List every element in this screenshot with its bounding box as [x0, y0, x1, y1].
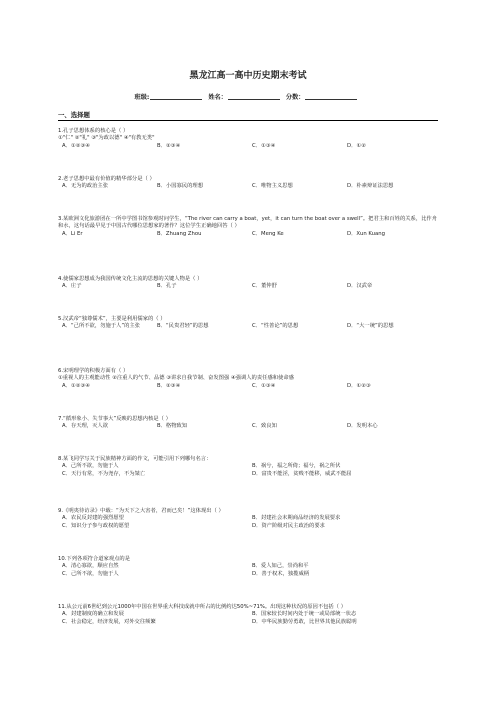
score-label: 分数： — [285, 94, 305, 101]
option-a[interactable]: A．“己所不欲，勿施于人”的主张 — [62, 323, 140, 330]
question-stem: 8.某飞同学写关于民族精神方面的作文，可能引用下列哪句名言： — [58, 456, 212, 462]
option-a[interactable]: A．农民反封建的强烈愿望 — [62, 515, 124, 522]
question-9 — [58, 508, 438, 530]
option-b[interactable]: B．格物致知 — [157, 423, 188, 430]
option-a[interactable]: A．Li Er — [62, 230, 83, 237]
question-extra: ①"仁" ②"礼" ③"为政以德" ④"有教无类" — [58, 135, 155, 142]
option-b[interactable]: B．②③④ — [157, 382, 181, 389]
score-blank[interactable] — [305, 93, 357, 100]
question-1 — [58, 128, 438, 150]
option-c[interactable]: C．董仲舒 — [252, 283, 277, 290]
question-stem: 1.孔子思想体系的核心是（ ） — [58, 128, 129, 134]
option-a[interactable]: A．①②③④ — [62, 142, 90, 149]
option-a[interactable]: A．无为的政治主张 — [62, 183, 108, 190]
option-b[interactable]: B．祸兮，福之所倚；福兮，祸之所伏 — [252, 463, 341, 470]
name-label: 姓名： — [208, 94, 227, 101]
name-blank[interactable] — [228, 93, 280, 100]
student-info-line — [0, 92, 496, 101]
question-stem: 2.老子思想中最有价值的精华部分是（ ） — [58, 176, 155, 182]
option-d[interactable]: D．①② — [347, 142, 366, 149]
question-stem: 3.某欧洲文化旅游团在一所中学图书馆参观时问学生，“The river can carry a boat，yet，it can turn the boat over a swell”。把君主和百姓的关系，比作舟和水，这句话最早见于中国古代哪位思想家的著作？这位学生正确地回答（ ） — [58, 216, 438, 230]
option-c[interactable]: C．①③④ — [252, 382, 276, 389]
question-stem: 4.使儒家思想成为我国传统文化主流的思想的关键人物是（ ） — [58, 276, 203, 282]
option-b[interactable]: B．小国寡民的理想 — [157, 183, 204, 190]
option-d[interactable]: D．“大一统”的思想 — [347, 323, 394, 330]
page-title: 黑龙江高一高中历史期末考试 — [189, 71, 307, 81]
option-d[interactable]: D．善于权术，独揽威柄 — [252, 570, 310, 577]
option-d[interactable]: D．发明本心 — [347, 423, 378, 430]
question-5 — [58, 316, 438, 331]
question-10 — [58, 556, 438, 578]
option-c[interactable]: C．社会稳定，经济发展，对外交往频繁 — [62, 618, 156, 625]
option-b[interactable]: B．孔子 — [157, 283, 177, 290]
option-b[interactable]: B．爱人如己，崇尚和平 — [252, 563, 309, 570]
option-d[interactable]: D．Xun Kuang — [347, 230, 385, 237]
question-11 — [58, 604, 438, 626]
option-b[interactable]: B．②③④ — [157, 142, 181, 149]
option-b[interactable]: B．Zhuang Zhou — [157, 230, 202, 237]
option-d[interactable]: D．中华民族勤劳勇敢，比世界其他民族聪明 — [252, 618, 357, 625]
section-heading: 一、选择题 — [58, 111, 90, 119]
option-a[interactable]: A．己所不欲，勿施于人 — [62, 463, 119, 470]
question-3 — [58, 216, 438, 238]
option-b[interactable]: B．封建社会末期商品经济的发展要求 — [252, 515, 341, 522]
option-a[interactable]: A．封建制度的确立和发展 — [62, 611, 124, 618]
option-c[interactable]: C．天行有常，不为尧存，不为桀亡 — [62, 470, 146, 477]
question-7 — [58, 416, 438, 431]
option-c[interactable]: C．Meng Ke — [252, 230, 284, 237]
question-stem: 10.下列各项符合道家观点的是 — [58, 556, 130, 562]
option-d[interactable]: D．①②③ — [347, 382, 371, 389]
option-c[interactable]: C．致良知 — [252, 423, 277, 430]
option-d[interactable]: D．朴素辩证法思想 — [347, 183, 394, 190]
option-d[interactable]: D．资产阶级对民主政治的要求 — [252, 522, 325, 529]
question-stem: 7.“循形象小、失节事大”反映的思想内核是（ ） — [58, 416, 171, 422]
question-2 — [58, 176, 438, 191]
question-stem: 6.宋明理学的积极方面有（ ） — [58, 368, 129, 374]
option-c[interactable]: C．“性善论”的思想 — [252, 323, 299, 330]
question-stem: 5.汉武帝“独尊儒术”，主要是利用儒家的（ ） — [58, 316, 166, 322]
question-stem: 9.《明夷待访录》中载：“为天下之大害者，君而已矣！”这体现出（ ） — [58, 508, 224, 514]
question-extra: ①重视人的主观能动性 ②注重人的气节、品德 ③讲求自我节制、奋发图强 ④强调人的责任感和使命感 — [58, 375, 294, 382]
option-d[interactable]: D．富贵不能淫，贫贱不能移，威武不能屈 — [252, 470, 352, 477]
question-8 — [58, 456, 438, 478]
option-a[interactable]: A．庄子 — [62, 283, 82, 290]
question-6 — [58, 368, 438, 390]
class-blank[interactable] — [150, 93, 202, 100]
question-4 — [58, 276, 438, 291]
question-stem: 11.从公元前6世纪到公元1000年中国在世界重大科技成就中所占的比例约达50%~71%。出现这种状况的原因不包括（ ） — [58, 604, 347, 610]
option-b[interactable]: B．“民贵君轻”的思想 — [157, 323, 209, 330]
option-c[interactable]: C．①③④ — [252, 142, 276, 149]
option-c[interactable]: C．知识分子参与政权的愿望 — [62, 522, 130, 529]
section-divider — [58, 120, 438, 121]
class-label: 班级: — [134, 94, 150, 101]
option-a[interactable]: A．清心寡欲，顺应自然 — [62, 563, 119, 570]
option-c[interactable]: C．己所不欲，勿施于人 — [62, 570, 119, 577]
option-c[interactable]: C．唯物主义思想 — [252, 183, 293, 190]
option-b[interactable]: B．国家较长时间内处于统一或局部统一状态 — [252, 611, 357, 618]
option-a[interactable]: A．①②③④ — [62, 382, 90, 389]
option-d[interactable]: D．汉武帝 — [347, 283, 373, 290]
option-a[interactable]: A．存天理，灭人欲 — [62, 423, 108, 430]
